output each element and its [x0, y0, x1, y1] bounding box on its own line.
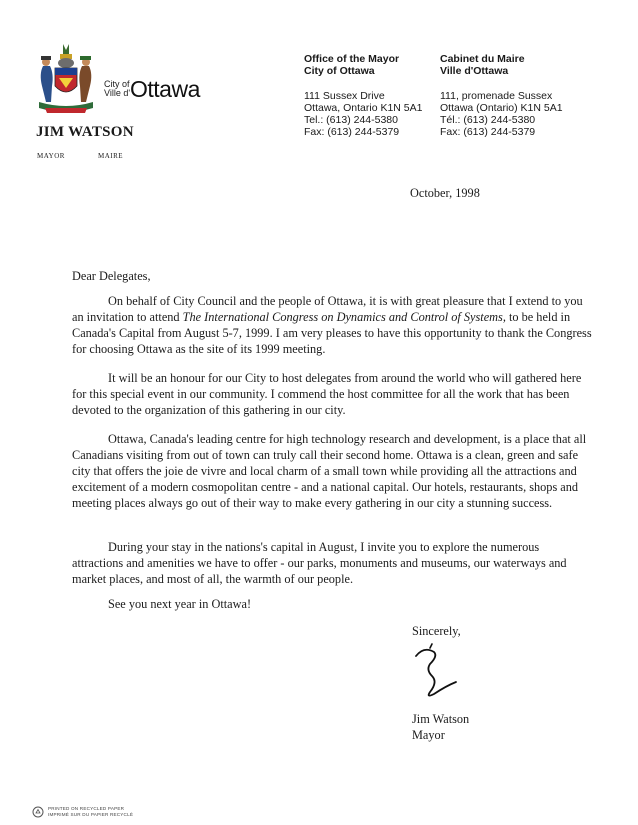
congress-title: The International Congress on Dynamics and Control of Systems,	[182, 310, 506, 324]
street-en: 111 Sussex Drive	[304, 90, 385, 102]
recycled-paper-note	[48, 806, 133, 817]
signer-name: Jim Watson	[412, 712, 470, 726]
locality-fr: Ottawa (Ontario) K1N 5A1	[440, 102, 563, 114]
paragraph-2: It will be an honour for our City to host delegates from around the world who will gathered here for this special event in our community. I commend the host committee for all the work that has been devoted to the organization of this gathering in our city.	[72, 371, 582, 417]
fax-fr: Fax: (613) 244-5379	[440, 126, 536, 138]
letter-date: October, 1998	[410, 186, 480, 200]
recycle-icon	[32, 806, 44, 818]
tel-en: Tel.: (613) 244-5380	[304, 114, 398, 126]
paragraph-1	[72, 293, 592, 357]
logo-ottawa: Ottawa	[130, 76, 200, 102]
logo-city-of: City of	[104, 79, 130, 89]
logo-ville-d: Ville d'	[104, 88, 131, 98]
paragraph-3: Ottawa, Canada's leading centre for high technology research and development, is a place that all Canadians visiting from out of town can truly call their second home. Ottawa is a clean, green and safe city that offers the joie de vivre and local charm of a small town while providing all the attractions and excitement of a modern cosmopolitan centre - and a national capital. Our hotels, restaurants, shops and meeting places always go out of their way to make every gathering in our city a stunning success.	[72, 432, 587, 510]
city-name-fr: Ville d'Ottawa	[440, 65, 509, 77]
street-fr: 111, promenade Sussex	[440, 90, 553, 102]
salutation: Dear Delegates,	[72, 269, 151, 283]
mayor-name: JIM WATSON	[36, 124, 134, 140]
recycled-note-fr: IMPRIMÉ SUR DU PAPIER RECYCLÉ	[48, 811, 134, 817]
office-name-en: Office of the Mayor	[304, 53, 400, 65]
mayor-title-en: MAYOR	[37, 152, 65, 160]
coat-of-arms-icon	[33, 42, 99, 116]
paragraph-5: See you next year in Ottawa!	[108, 597, 252, 611]
mayor-title-fr: MAIRE	[98, 152, 124, 160]
address-block-fr	[440, 53, 563, 138]
tel-fr: Tél.: (613) 244-5380	[440, 114, 536, 126]
city-name-en: City of Ottawa	[304, 65, 375, 77]
paragraph-1-b: to be held in Canada's Capital from August 5-7, 1999. I am very pleases to have this opportunity to thank the Congress for choosing Ottawa as the site of its 1999 meeting.	[72, 310, 592, 356]
fax-en: Fax: (613) 244-5379	[304, 126, 400, 138]
closing: Sincerely,	[412, 624, 461, 638]
office-name-fr: Cabinet du Maire	[440, 53, 525, 65]
signature-icon	[408, 642, 464, 702]
paragraph-1-a: On behalf of City Council and the people of Ottawa, it is with great pleasure that I extend to you an invitation to attend	[72, 294, 583, 324]
recycled-note-en: PRINTED ON RECYCLED PAPER	[48, 806, 125, 811]
locality-en: Ottawa, Ontario K1N 5A1	[304, 102, 423, 114]
paragraph-4: During your stay in the nations's capital in August, I invite you to explore the numerous attractions and amenities we have to offer - our parks, monuments and museums, our waterways and market places, and most of all, the warmth of our people.	[72, 540, 567, 586]
signer-title: Mayor	[412, 728, 445, 742]
address-block-en	[304, 53, 422, 138]
